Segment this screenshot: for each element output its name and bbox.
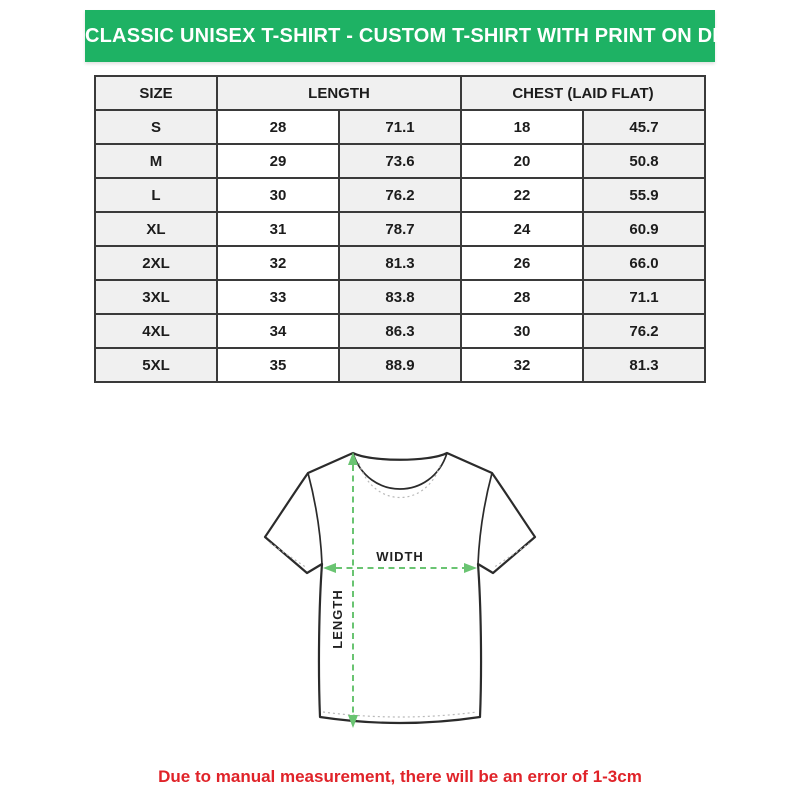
chest-in-cell: 28 <box>461 280 583 314</box>
tshirt-measurement-diagram <box>250 445 550 745</box>
table-row <box>95 280 705 314</box>
table-header-row <box>95 76 705 110</box>
length-in-cell: 28 <box>217 110 339 144</box>
chest-cm-cell: 81.3 <box>583 348 705 382</box>
table-row <box>95 110 705 144</box>
length-cm-cell: 81.3 <box>339 246 461 280</box>
length-cm-cell: 71.1 <box>339 110 461 144</box>
table-row <box>95 314 705 348</box>
measurement-error-note: Due to manual measurement, there will be an error of 1-3cm <box>158 767 642 786</box>
chest-cm-cell: 45.7 <box>583 110 705 144</box>
width-label: WIDTH <box>376 549 424 564</box>
chest-in-cell: 18 <box>461 110 583 144</box>
chest-cm-cell: 71.1 <box>583 280 705 314</box>
chest-in-cell: 32 <box>461 348 583 382</box>
length-cm-cell: 73.6 <box>339 144 461 178</box>
length-cm-cell: 83.8 <box>339 280 461 314</box>
chest-cm-cell: 60.9 <box>583 212 705 246</box>
size-cell: S <box>95 110 217 144</box>
chest-cm-cell: 66.0 <box>583 246 705 280</box>
size-cell: L <box>95 178 217 212</box>
length-in-cell: 32 <box>217 246 339 280</box>
table-row <box>95 144 705 178</box>
length-in-cell: 34 <box>217 314 339 348</box>
chest-cm-cell: 50.8 <box>583 144 705 178</box>
length-in-cell: 30 <box>217 178 339 212</box>
size-cell: XL <box>95 212 217 246</box>
length-in-cell: 33 <box>217 280 339 314</box>
size-cell: M <box>95 144 217 178</box>
table-row <box>95 246 705 280</box>
chest-in-cell: 20 <box>461 144 583 178</box>
table-row <box>95 178 705 212</box>
size-cell: 4XL <box>95 314 217 348</box>
tshirt-diagram-svg <box>250 445 550 745</box>
length-in-cell: 29 <box>217 144 339 178</box>
size-cell: 3XL <box>95 280 217 314</box>
size-cell: 5XL <box>95 348 217 382</box>
column-header-length: LENGTH <box>217 76 461 110</box>
length-label: LENGTH <box>330 589 345 649</box>
tshirt-outline <box>265 453 535 723</box>
chest-cm-cell: 55.9 <box>583 178 705 212</box>
chest-cm-cell: 76.2 <box>583 314 705 348</box>
chest-in-cell: 22 <box>461 178 583 212</box>
chest-in-cell: 24 <box>461 212 583 246</box>
length-cm-cell: 88.9 <box>339 348 461 382</box>
length-in-cell: 31 <box>217 212 339 246</box>
length-cm-cell: 76.2 <box>339 178 461 212</box>
size-table <box>94 75 706 383</box>
chest-in-cell: 26 <box>461 246 583 280</box>
length-cm-cell: 78.7 <box>339 212 461 246</box>
size-cell: 2XL <box>95 246 217 280</box>
table-row <box>95 348 705 382</box>
table-row <box>95 212 705 246</box>
length-in-cell: 35 <box>217 348 339 382</box>
length-cm-cell: 86.3 <box>339 314 461 348</box>
chest-in-cell: 30 <box>461 314 583 348</box>
page-title: CLASSIC UNISEX T-SHIRT - CUSTOM T-SHIRT WITH PRINT ON DEMAND <box>85 10 715 62</box>
column-header-chest: CHEST (LAID FLAT) <box>461 76 705 110</box>
column-header-size: SIZE <box>95 76 217 110</box>
